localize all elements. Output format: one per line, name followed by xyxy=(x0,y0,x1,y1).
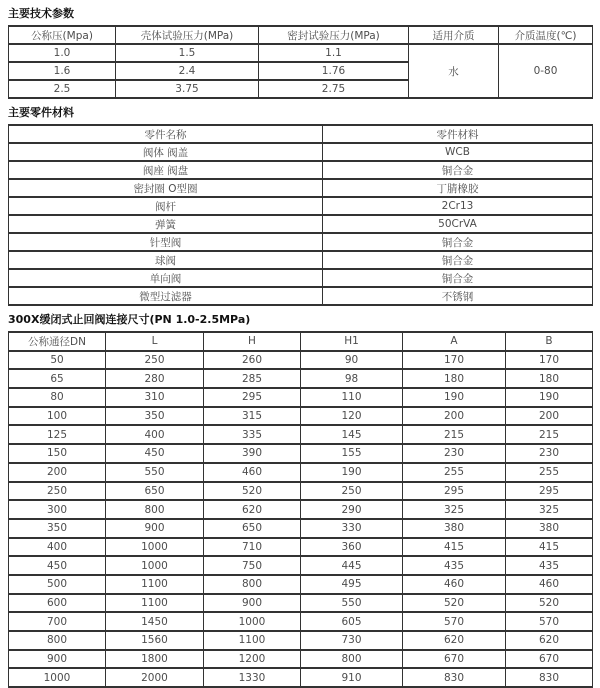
column-header: 介质温度(℃) xyxy=(499,26,593,44)
table-cell: 250 xyxy=(106,351,204,370)
column-header: A xyxy=(403,332,506,351)
table-cell: 550 xyxy=(301,594,403,613)
table-cell: 260 xyxy=(204,351,301,370)
table-cell: 800 xyxy=(301,650,403,669)
table-cell: 190 xyxy=(301,463,403,482)
table-cell: 170 xyxy=(403,351,506,370)
table-cell: 255 xyxy=(506,463,593,482)
table-row xyxy=(9,388,593,407)
table-cell: 1.0 xyxy=(9,44,116,62)
table-cell: 50 xyxy=(9,351,106,370)
technical-params-table xyxy=(8,25,593,99)
table-row xyxy=(9,287,593,305)
table-cell: 730 xyxy=(301,631,403,650)
table-cell: 750 xyxy=(204,556,301,575)
table-cell: 330 xyxy=(301,519,403,538)
table-cell: 335 xyxy=(204,425,301,444)
table-row xyxy=(9,650,593,669)
connection-dimensions-table xyxy=(8,331,593,688)
table-row xyxy=(9,594,593,613)
table-cell: 1.6 xyxy=(9,62,116,80)
table-cell: 250 xyxy=(301,482,403,501)
table-cell: 650 xyxy=(204,519,301,538)
table-row xyxy=(9,668,593,687)
table-row xyxy=(9,179,593,197)
column-header: 公称压(Mpa) xyxy=(9,26,116,44)
table-cell: 1330 xyxy=(204,668,301,687)
section-title-connection-dimensions: 300X缓闭式止回阀连接尺寸(PN 1.0-2.5MPa) xyxy=(8,313,251,326)
table-cell: 1100 xyxy=(106,575,204,594)
table-row xyxy=(9,519,593,538)
table-cell: 435 xyxy=(403,556,506,575)
table-cell: 400 xyxy=(106,425,204,444)
table-cell: 295 xyxy=(204,388,301,407)
table-cell: 2Cr13 xyxy=(323,197,593,215)
table-cell: 295 xyxy=(506,482,593,501)
table-cell: 255 xyxy=(403,463,506,482)
table-cell: 435 xyxy=(506,556,593,575)
table-row xyxy=(9,407,593,426)
table-cell: 80 xyxy=(9,388,106,407)
table-cell: 200 xyxy=(9,463,106,482)
table-row xyxy=(9,482,593,501)
table-cell: 620 xyxy=(506,631,593,650)
table-cell: 670 xyxy=(506,650,593,669)
table-cell: 450 xyxy=(106,444,204,463)
table-cell: 550 xyxy=(106,463,204,482)
column-header: 零件材料 xyxy=(323,125,593,143)
table-cell: 830 xyxy=(506,668,593,687)
table-row xyxy=(9,215,593,233)
table-cell: 200 xyxy=(403,407,506,426)
table-cell: 900 xyxy=(9,650,106,669)
table-cell: 415 xyxy=(403,538,506,557)
table-cell: 450 xyxy=(9,556,106,575)
column-header: 零件名称 xyxy=(9,125,323,143)
table-cell: 380 xyxy=(403,519,506,538)
table-row xyxy=(9,538,593,557)
table-cell: 1.76 xyxy=(259,62,409,80)
table-row xyxy=(9,575,593,594)
table-cell: 120 xyxy=(301,407,403,426)
table-cell: 215 xyxy=(403,425,506,444)
table-cell: 390 xyxy=(204,444,301,463)
table-cell: 520 xyxy=(204,482,301,501)
table-row xyxy=(9,233,593,251)
table-cell: 密封圈 O型圈 xyxy=(9,179,323,197)
table-row xyxy=(9,631,593,650)
table-cell: 150 xyxy=(9,444,106,463)
table-row xyxy=(9,44,593,62)
table-cell: 415 xyxy=(506,538,593,557)
table-cell: 1800 xyxy=(106,650,204,669)
table-cell: 微型过滤器 xyxy=(9,287,323,305)
table-row xyxy=(9,556,593,575)
table-cell: 800 xyxy=(204,575,301,594)
table-cell: 1450 xyxy=(106,612,204,631)
table-cell: 90 xyxy=(301,351,403,370)
table-cell: 针型阀 xyxy=(9,233,323,251)
table-cell: 155 xyxy=(301,444,403,463)
table-cell: 铜合金 xyxy=(323,161,593,179)
table-cell: 325 xyxy=(403,500,506,519)
temperature-cell: 0-80 xyxy=(499,44,593,98)
table-cell: 600 xyxy=(9,594,106,613)
table-cell: 605 xyxy=(301,612,403,631)
table-cell: 1560 xyxy=(106,631,204,650)
table-header-row xyxy=(9,125,593,143)
table-cell: 1100 xyxy=(204,631,301,650)
table-cell: 阀杆 xyxy=(9,197,323,215)
table-cell: 350 xyxy=(106,407,204,426)
table-row xyxy=(9,143,593,161)
table-cell: 910 xyxy=(301,668,403,687)
table-cell: 铜合金 xyxy=(323,269,593,287)
table-cell: 180 xyxy=(403,369,506,388)
table-cell: 570 xyxy=(506,612,593,631)
table-cell: 2.4 xyxy=(116,62,259,80)
section-title-parts-materials: 主要零件材料 xyxy=(8,106,74,119)
table-cell: 50CrVA xyxy=(323,215,593,233)
table-row xyxy=(9,351,593,370)
table-cell: 800 xyxy=(106,500,204,519)
table-cell: 铜合金 xyxy=(323,233,593,251)
table-row xyxy=(9,500,593,519)
table-cell: 200 xyxy=(506,407,593,426)
table-cell: 170 xyxy=(506,351,593,370)
table-cell: 180 xyxy=(506,369,593,388)
table-cell: 380 xyxy=(506,519,593,538)
table-cell: 570 xyxy=(403,612,506,631)
table-cell: 315 xyxy=(204,407,301,426)
table-cell: 丁腈橡胶 xyxy=(323,179,593,197)
table-cell: 230 xyxy=(506,444,593,463)
table-cell: 98 xyxy=(301,369,403,388)
table-cell: 280 xyxy=(106,369,204,388)
table-cell: 460 xyxy=(403,575,506,594)
table-cell: 290 xyxy=(301,500,403,519)
table-cell: 2000 xyxy=(106,668,204,687)
table-cell: WCB xyxy=(323,143,593,161)
table-cell: 650 xyxy=(106,482,204,501)
table-cell: 65 xyxy=(9,369,106,388)
table-cell: 800 xyxy=(9,631,106,650)
table-row xyxy=(9,197,593,215)
table-cell: 325 xyxy=(506,500,593,519)
table-cell: 1000 xyxy=(9,668,106,687)
table-cell: 830 xyxy=(403,668,506,687)
column-header: L xyxy=(106,332,204,351)
table-row xyxy=(9,251,593,269)
column-header: 密封试验压力(MPa) xyxy=(259,26,409,44)
table-cell: 900 xyxy=(106,519,204,538)
table-cell: 1.5 xyxy=(116,44,259,62)
table-row xyxy=(9,161,593,179)
table-cell: 单向阀 xyxy=(9,269,323,287)
table-cell: 520 xyxy=(403,594,506,613)
table-row xyxy=(9,612,593,631)
table-cell: 900 xyxy=(204,594,301,613)
table-cell: 520 xyxy=(506,594,593,613)
column-header: H xyxy=(204,332,301,351)
column-header: H1 xyxy=(301,332,403,351)
table-row xyxy=(9,369,593,388)
column-header: 适用介质 xyxy=(409,26,499,44)
table-cell: 295 xyxy=(403,482,506,501)
table-cell: 145 xyxy=(301,425,403,444)
column-header: B xyxy=(506,332,593,351)
table-cell: 620 xyxy=(204,500,301,519)
table-row xyxy=(9,425,593,444)
table-cell: 2.5 xyxy=(9,80,116,98)
table-cell: 球阀 xyxy=(9,251,323,269)
table-cell: 710 xyxy=(204,538,301,557)
medium-cell: 水 xyxy=(409,44,499,98)
table-cell: 400 xyxy=(9,538,106,557)
table-cell: 1100 xyxy=(106,594,204,613)
table-cell: 125 xyxy=(9,425,106,444)
table-row xyxy=(9,463,593,482)
table-cell: 700 xyxy=(9,612,106,631)
table-cell: 1000 xyxy=(204,612,301,631)
section-title-technical-params: 主要技术参数 xyxy=(8,7,74,20)
table-cell: 阀座 阀盘 xyxy=(9,161,323,179)
table-cell: 670 xyxy=(403,650,506,669)
table-cell: 不锈钢 xyxy=(323,287,593,305)
table-cell: 310 xyxy=(106,388,204,407)
column-header: 公称通径DN xyxy=(9,332,106,351)
table-cell: 1000 xyxy=(106,556,204,575)
table-cell: 弹簧 xyxy=(9,215,323,233)
table-cell: 495 xyxy=(301,575,403,594)
table-cell: 铜合金 xyxy=(323,251,593,269)
table-cell: 350 xyxy=(9,519,106,538)
parts-materials-table xyxy=(8,124,593,306)
table-cell: 190 xyxy=(403,388,506,407)
table-cell: 445 xyxy=(301,556,403,575)
table-cell: 100 xyxy=(9,407,106,426)
table-cell: 460 xyxy=(506,575,593,594)
table-cell: 285 xyxy=(204,369,301,388)
table-cell: 360 xyxy=(301,538,403,557)
table-cell: 460 xyxy=(204,463,301,482)
table-cell: 阀体 阀盖 xyxy=(9,143,323,161)
table-cell: 215 xyxy=(506,425,593,444)
table-cell: 230 xyxy=(403,444,506,463)
table-cell: 1200 xyxy=(204,650,301,669)
table-row xyxy=(9,444,593,463)
table-cell: 300 xyxy=(9,500,106,519)
table-cell: 2.75 xyxy=(259,80,409,98)
table-cell: 1000 xyxy=(106,538,204,557)
table-row xyxy=(9,269,593,287)
table-cell: 1.1 xyxy=(259,44,409,62)
table-header-row xyxy=(9,332,593,351)
table-cell: 190 xyxy=(506,388,593,407)
column-header: 壳体试验压力(MPa) xyxy=(116,26,259,44)
table-cell: 620 xyxy=(403,631,506,650)
table-cell: 3.75 xyxy=(116,80,259,98)
table-cell: 110 xyxy=(301,388,403,407)
table-cell: 250 xyxy=(9,482,106,501)
table-header-row xyxy=(9,26,593,44)
table-cell: 500 xyxy=(9,575,106,594)
